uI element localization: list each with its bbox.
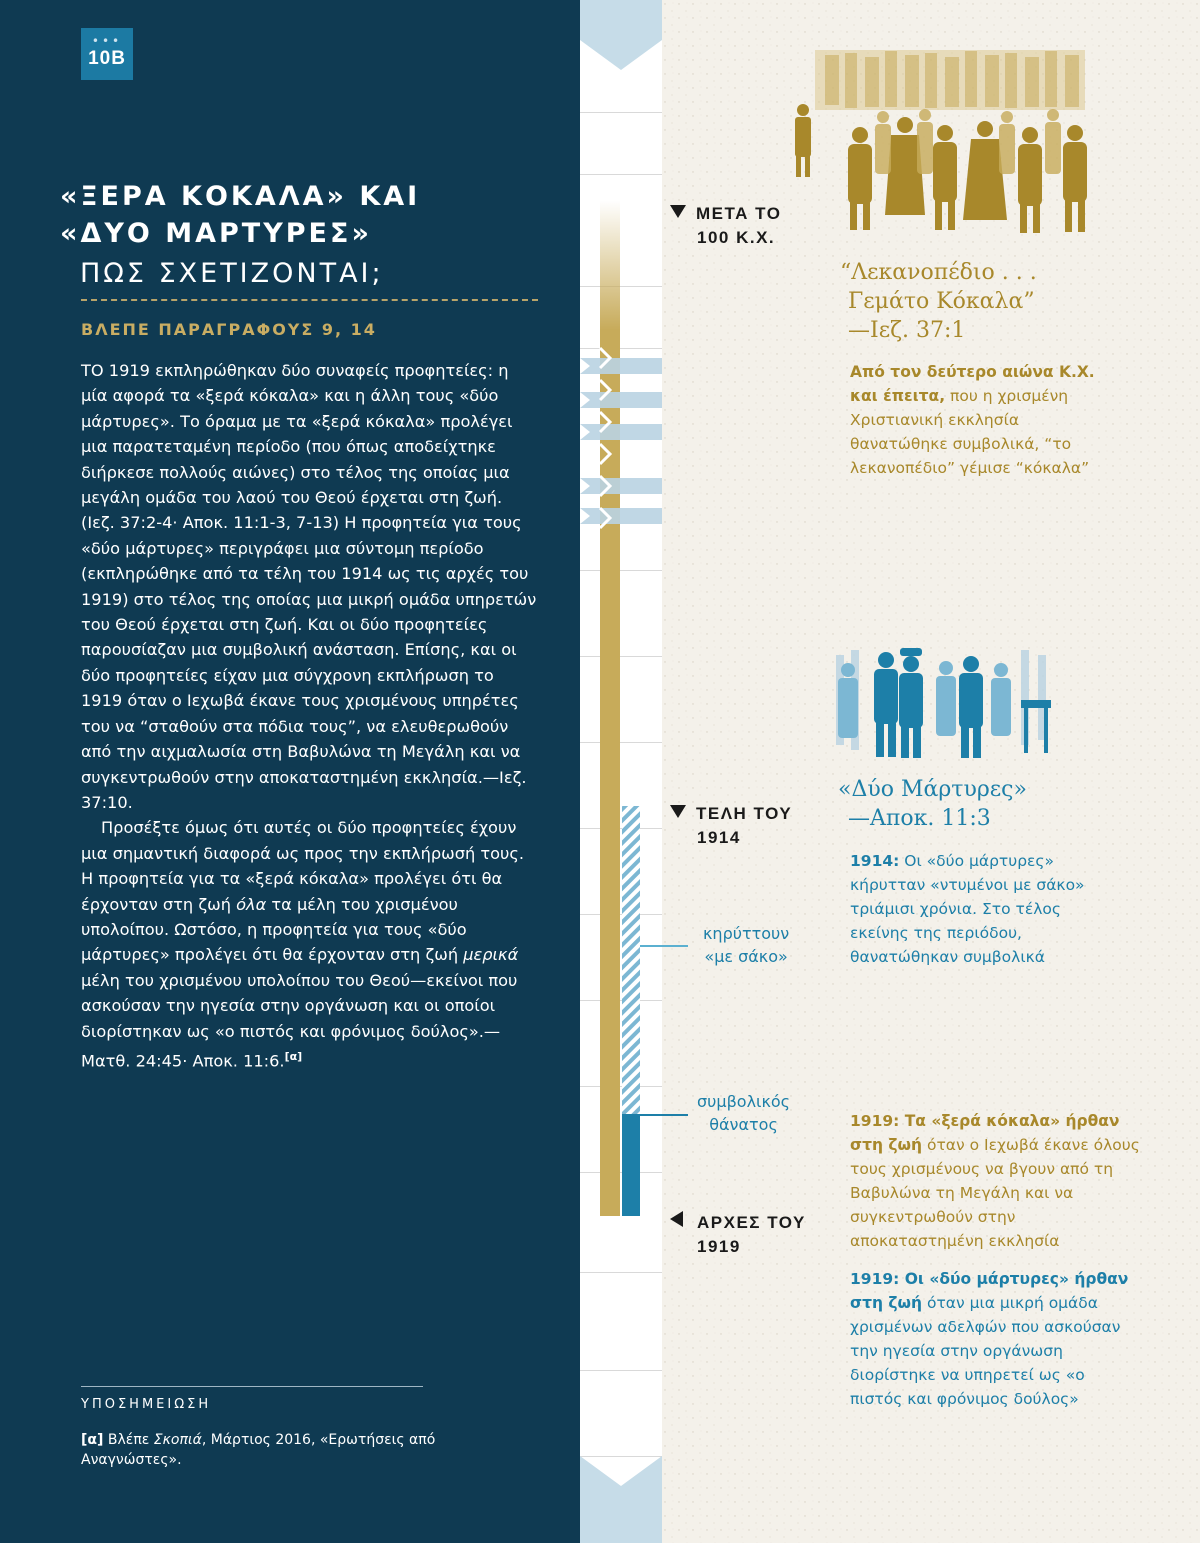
quote-two-witnesses-line1: «Δύο Μάρτυρες» — [838, 777, 1027, 802]
quote-dry-bones-line2: Γεμάτο Κόκαλα” — [848, 289, 1035, 314]
left-panel — [0, 0, 580, 1543]
death-bar — [622, 1114, 640, 1216]
timeline-label-1919 — [670, 1211, 806, 1259]
top-chevron — [580, 0, 662, 70]
gold-bar-fade — [600, 200, 620, 330]
timeline-label-100ce-line2: 100 Κ.Χ. — [697, 228, 776, 247]
footnote-marker: [α] — [81, 1432, 104, 1448]
paragraph-1-text: ΤΟ 1919 εκπληρώθηκαν δύο συναφείς προφητείες: η μία αφορά τα «ξερά κόκαλα» και η άλλη τους «δύο μάρτυρες». Το όραμα με τα «ξερά κόκαλα» προλέγει μια παρατεταμένη περίοδο (που όπως αποδείχτηκε διήρκεσε πολλούς αιώνες) στο τέλος της οποίας μια μεγάλη ομάδα του λαού του Θεού έρχεται στη ζωή. (Ιεζ. 37:2-4· Αποκ. 11:1-3, 7-13) Η προφητεία για τους «δύο μάρτυρες» περιγράφει μια σύντομη περίοδο (εκπληρώθηκε από τα τέλη του 1914 ως τις αρχές του 1919) στο τέλος της οποίας μια μικρή ομάδα υπηρετών του Θεού έρχεται στη ζωή. Και οι δύο προφητείες παρουσίαζαν μια συμβολική ανάσταση. Επίσης, και οι δύο προφητείες είχαν μια σύγχρονη εκπλήρωση το 1919 όταν ο Ιεχωβά έκανε τους χρισμένους υπηρέτες του να “σταθούν στα πόδια τους”, να ελευθερωθούν από την αιχμαλωσία στη Βαβυλώνα τη Μεγάλη και να συγκεντρωθούν στην αποκαταστημένη εκκλησία.—Ιεζ. 37:10. — [81, 361, 537, 812]
men-illustration-blue — [826, 640, 1066, 765]
triangle-left-icon — [670, 1211, 683, 1227]
dry-bones-1919-bold: 1919: Τα «ξερά κόκαλα» ήρθαν στη ζωή — [850, 1112, 1120, 1154]
timeline-label-100ce-line1: ΜΕΤΑ ΤΟ — [696, 204, 782, 223]
sackcloth-label-line1: κηρύττουν — [703, 924, 790, 943]
quote-two-witnesses-ref: —Αποκ. 11:3 — [848, 806, 991, 831]
paragraph-2 — [81, 815, 539, 1073]
footnote-heading: ΥΠΟΣΗΜΕΙΩΣΗ — [81, 1397, 212, 1412]
two-witnesses-1914-bold: 1914: — [850, 852, 900, 870]
footnote-text-b: , Μάρτιος 2016, «Ερωτήσεις από Αναγνώστες». — [81, 1432, 436, 1468]
timeline-graphic — [580, 0, 662, 1543]
timeline-label-1919-line2: 1919 — [697, 1237, 741, 1256]
footnote-text-a: Βλέπε — [103, 1432, 154, 1448]
paragraph-1 — [81, 358, 539, 815]
page-title — [60, 178, 540, 252]
page-number: 10B — [88, 48, 126, 69]
light-blue-chevrons — [580, 358, 662, 524]
title-line-1: «ΞΕΡΑ ΚΟΚΑΛΑ» ΚΑΙ — [60, 181, 421, 212]
triangle-down-icon — [670, 805, 686, 818]
paragraph-2-text-b: τα μέλη του χρισμένου υπολοίπου. Ωστόσο, η προφητεία για τους «δύο μάρτυρες» προλέγει ότι θα έρχονταν στη ζωή — [81, 894, 467, 965]
sackcloth-leader-line — [640, 945, 688, 947]
death-label — [697, 1090, 790, 1136]
page-badge-dots: ••• — [91, 34, 123, 48]
paragraph-2-emphasis-some: μερικά — [463, 945, 519, 965]
timeline-label-1914-line2: 1914 — [697, 828, 741, 847]
footnote-ref[interactable]: [α] — [284, 1049, 303, 1063]
timeline-label-1914-line1: ΤΕΛΗ ΤΟΥ — [696, 804, 793, 823]
two-witnesses-1914-text: Οι «δύο μάρτυρες» κήρυτταν «ντυμένοι με σάκο» τριάμισι χρόνια. Στο τέλος εκείνης της περιόδου, θανατώθηκαν συμβολικά — [850, 852, 1085, 966]
death-label-line1: συμβολικός — [697, 1092, 791, 1111]
page-subtitle: ΠΩΣ ΣΧΕΤΙΖΟΝΤΑΙ; — [80, 258, 384, 289]
timeline-label-100ce — [670, 202, 781, 250]
dry-bones-1919-text: όταν ο Ιεχωβά έκανε όλους τους χρισμένους να βγουν από τη Βαβυλώνα τη Μεγάλη και να συγκεντρωθούν στην αποκαταστημένη εκκλησία — [850, 1136, 1140, 1250]
bottom-chevron — [580, 1456, 662, 1543]
page-badge — [81, 28, 133, 80]
quote-two-witnesses — [838, 775, 1027, 833]
triangle-down-icon — [670, 205, 686, 218]
see-paragraphs: ΒΛΕΠΕ ΠΑΡΑΓΡΑΦΟΥΣ 9, 14 — [81, 320, 377, 339]
paragraph-2-text-c: μέλη του χρισμένου υπολοίπου του Θεού—εκείνοι που ασκούσαν την ηγεσία στην οργάνωση και οι οποίοι διορίστηκαν ως «ο πιστός και φρόνιμος δούλος».—Ματθ. 24:45· Αποκ. 11:6. — [81, 970, 518, 1071]
article-body — [81, 358, 539, 1074]
footnote-text — [81, 1430, 461, 1470]
two-witnesses-1919-description — [850, 1267, 1140, 1411]
dry-bones-description-text: που η χρισμένη Χριστιανική εκκλησία θανατώθηκε συμβολικά, “το λεκανοπέδιο” γέμισε “κόκαλα” — [850, 387, 1090, 477]
dashed-divider — [81, 299, 538, 301]
two-witnesses-1919-bold: 1919: Οι «δύο μάρτυρες» ήρθαν στη ζωή — [850, 1270, 1129, 1312]
title-line-2: «ΔΥΟ ΜΑΡΤΥΡΕΣ» — [60, 218, 372, 249]
sackcloth-label — [703, 922, 789, 968]
paragraph-2-text-a: Προσέξτε όμως ότι αυτές οι δύο προφητείες έχουν μια σημαντική διαφορά ως προς την εκπλήρωσή τους. Η προφητεία για τα «ξερά κόκαλα» προλέγει ότι θα έρχονταν στη ζωή — [81, 818, 525, 914]
quote-dry-bones-line1: “Λεκανοπέδιο . . . — [840, 260, 1037, 285]
sackcloth-label-line2: «με σάκο» — [704, 947, 788, 966]
two-witnesses-1914-description — [850, 849, 1110, 969]
dry-bones-description-bold: Από τον δεύτερο αιώνα Κ.Χ. και έπειτα, — [850, 363, 1095, 405]
quote-dry-bones — [840, 258, 1037, 345]
timeline-label-1914 — [670, 802, 792, 850]
death-label-line2: θάνατος — [709, 1115, 778, 1134]
paragraph-2-emphasis-all: όλα — [236, 894, 267, 914]
crowd-illustration-gold — [785, 45, 1115, 245]
death-leader-line — [640, 1114, 688, 1116]
footnote-divider — [81, 1386, 423, 1387]
dry-bones-1919-description — [850, 1109, 1140, 1253]
dry-bones-description — [850, 360, 1120, 480]
timeline-label-1919-line1: ΑΡΧΕΣ ΤΟΥ — [697, 1213, 806, 1232]
quote-dry-bones-ref: —Ιεζ. 37:1 — [848, 318, 966, 343]
two-witnesses-1919-text: όταν μια μικρή ομάδα χρισμένων αδελφών που ασκούσαν την ηγεσία στην οργάνωση διορίστηκε να υπηρετεί ως «ο πιστός και φρόνιμος δούλος» — [850, 1294, 1121, 1408]
footnote-publication: Σκοπιά — [153, 1432, 202, 1448]
sackcloth-bar — [622, 806, 640, 1114]
